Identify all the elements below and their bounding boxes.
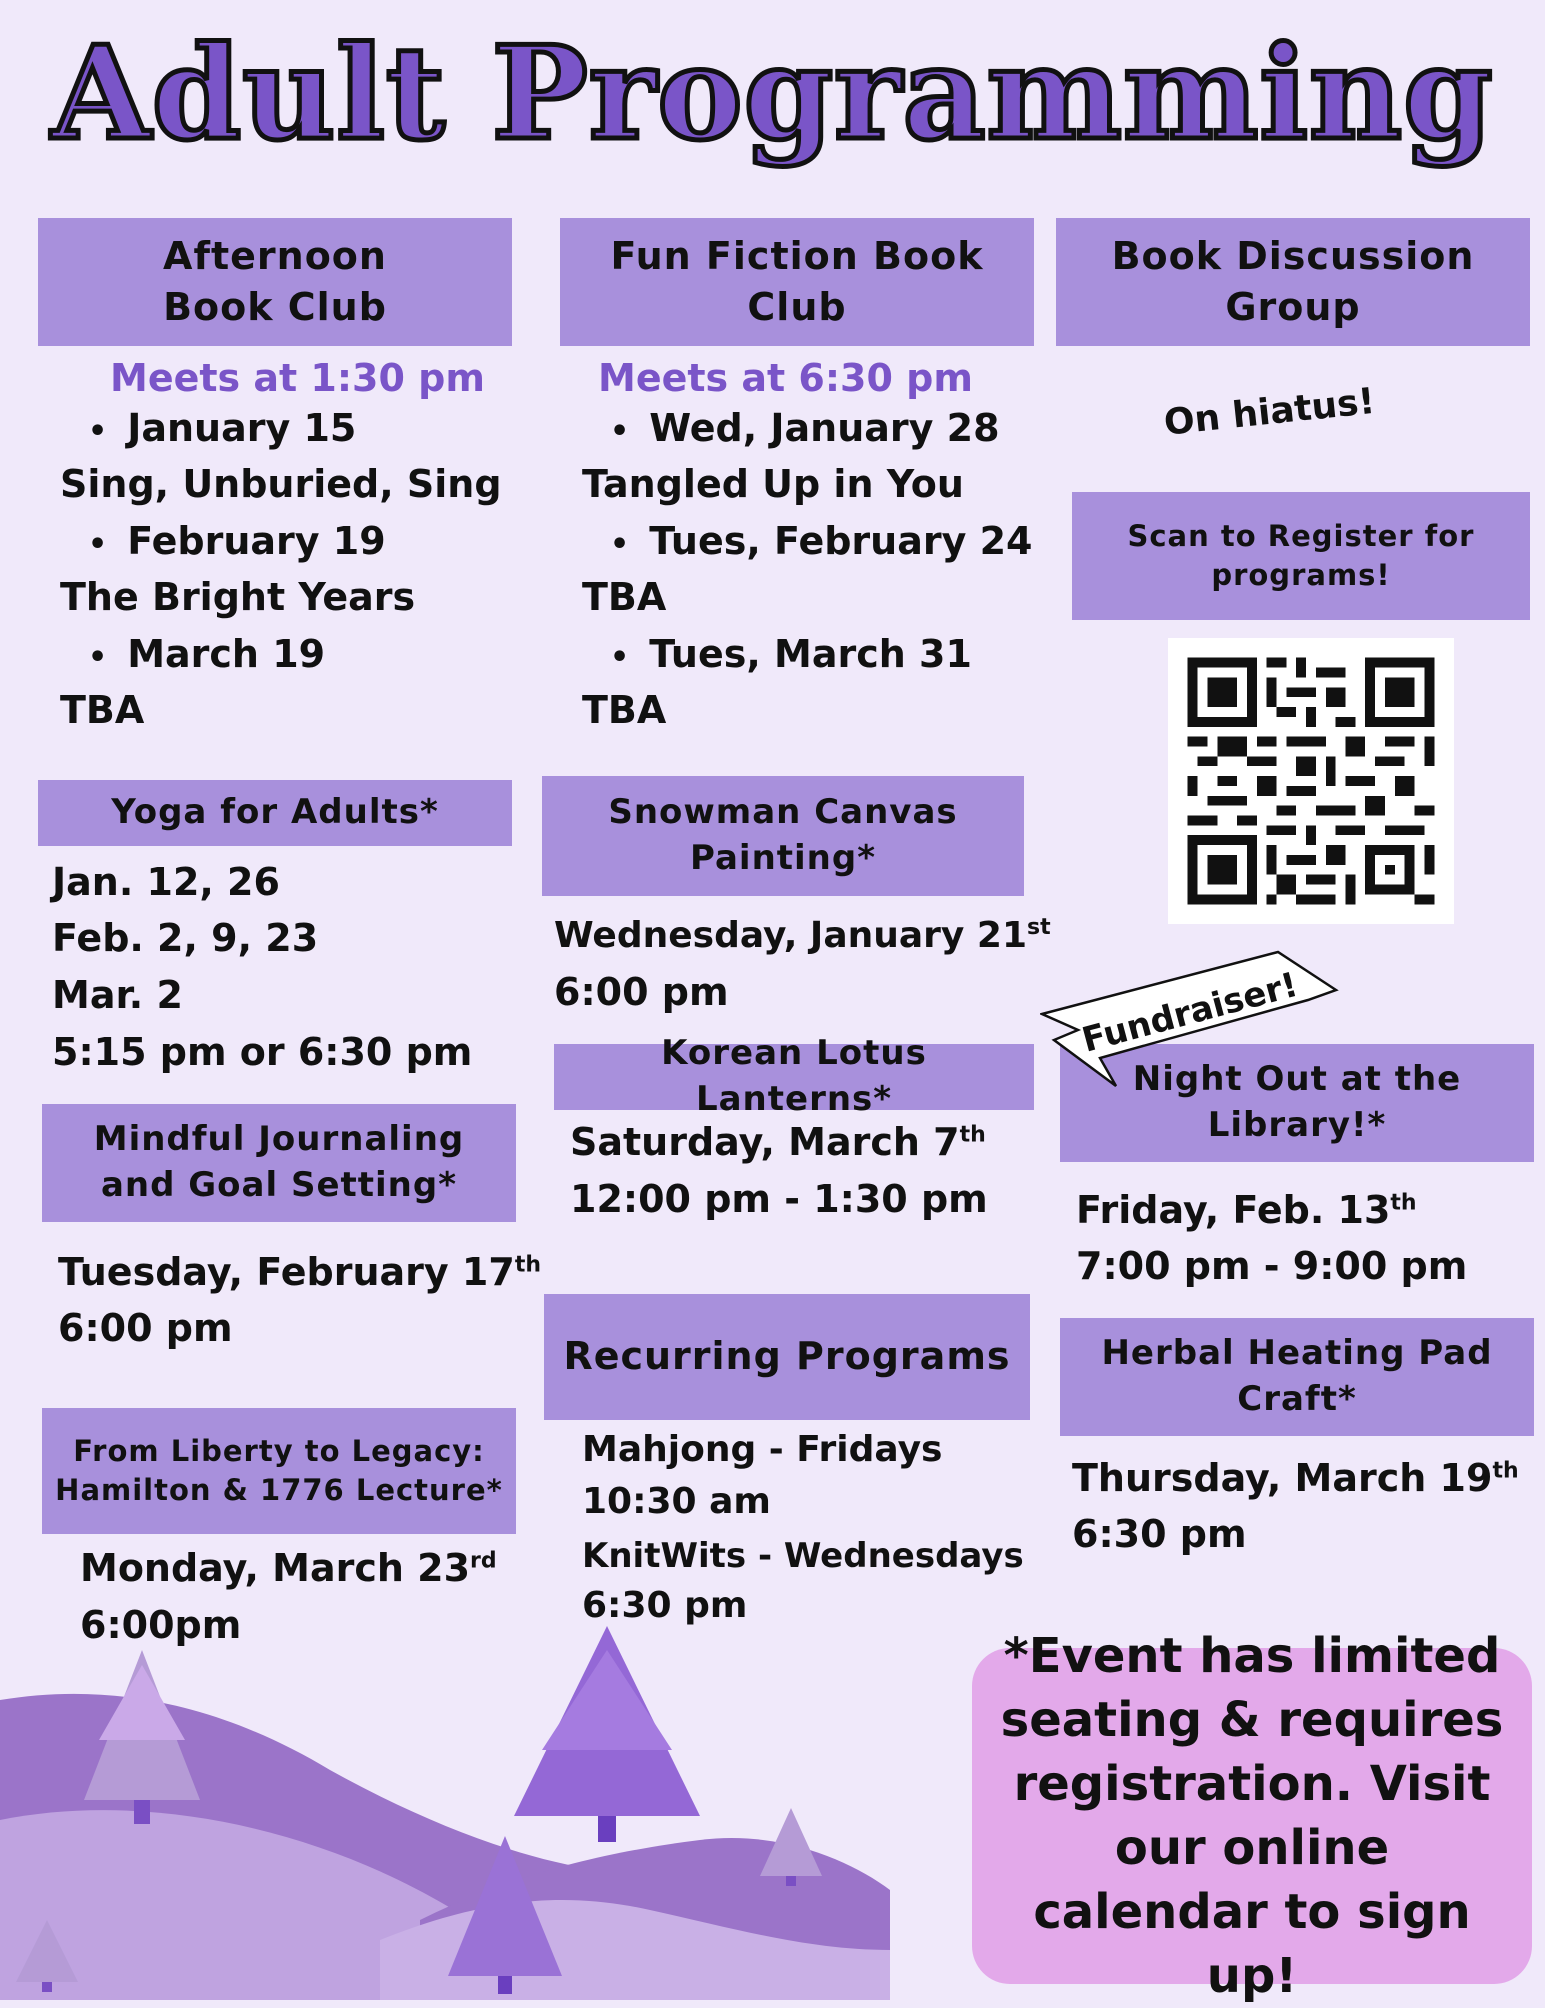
fundraiser-banner-text: Fundraiser! xyxy=(1077,964,1303,1061)
yoga-schedule-line: Jan. 12, 26 xyxy=(52,860,280,904)
journaling-header: Mindful Journaling and Goal Setting* xyxy=(42,1104,516,1222)
yoga-header: Yoga for Adults* xyxy=(38,780,512,846)
afternoon-book-club-header: Afternoon Book Club xyxy=(38,218,512,346)
fun-fiction-session-book: TBA xyxy=(582,575,667,619)
herbal-heating-pad-header: Herbal Heating Pad Craft* xyxy=(1060,1318,1534,1436)
fun-fiction-session-date: • Tues, March 31 xyxy=(582,626,972,686)
night-out-header: Night Out at the Library!* xyxy=(1060,1044,1534,1162)
afternoon-session-book: TBA xyxy=(60,688,145,732)
snowman-time: 6:00 pm xyxy=(554,970,729,1014)
scan-to-register-header: Scan to Register for programs! xyxy=(1072,492,1530,620)
korean-lanterns-header: Korean Lotus Lanterns* xyxy=(554,1044,1034,1110)
afternoon-meets-time: Meets at 1:30 pm xyxy=(110,356,485,400)
afternoon-session-date: • February 19 xyxy=(60,513,386,573)
night-out-time: 7:00 pm - 9:00 pm xyxy=(1076,1244,1468,1288)
korean-time: 12:00 pm - 1:30 pm xyxy=(570,1177,988,1221)
afternoon-session-date: • March 19 xyxy=(60,626,325,686)
afternoon-session-book: The Bright Years xyxy=(60,575,416,619)
yoga-schedule-line: Feb. 2, 9, 23 xyxy=(52,916,319,960)
tree-icon xyxy=(84,1650,200,1824)
book-discussion-group-header: Book Discussion Group xyxy=(1056,218,1530,346)
fun-fiction-session-date: • Wed, January 28 xyxy=(582,400,1000,460)
fun-fiction-session-book: TBA xyxy=(582,688,667,732)
fundraiser-banner xyxy=(1040,950,1340,1090)
snowman-painting-header: Snowman Canvas Painting* xyxy=(542,776,1024,896)
yoga-schedule-line: 5:15 pm or 6:30 pm xyxy=(52,1030,473,1074)
recurring-programs-header: Recurring Programs xyxy=(544,1294,1030,1420)
snowman-date: Wednesday, January 21st xyxy=(554,915,1051,956)
journaling-date: Tuesday, February 17th xyxy=(58,1250,541,1294)
winter-hills-illustration xyxy=(0,1620,890,2000)
journaling-time: 6:00 pm xyxy=(58,1306,233,1350)
fun-fiction-session-book: Tangled Up in You xyxy=(582,462,964,506)
liberty-date: Monday, March 23rd xyxy=(80,1546,497,1590)
fun-fiction-session-date: • Tues, February 24 xyxy=(582,513,1033,573)
night-out-date: Friday, Feb. 13th xyxy=(1076,1188,1417,1232)
fun-fiction-book-club-header: Fun Fiction Book Club xyxy=(560,218,1034,346)
korean-date: Saturday, March 7th xyxy=(570,1120,986,1164)
tree-icon xyxy=(514,1626,700,1842)
herbal-date: Thursday, March 19th xyxy=(1072,1456,1519,1500)
recurring-item-time: 10:30 am xyxy=(582,1481,771,1522)
qr-code-icon[interactable] xyxy=(1168,638,1454,924)
recurring-item-name: Mahjong - Fridays xyxy=(582,1429,943,1470)
liberty-lecture-header: From Liberty to Legacy: Hamilton & 1776 Lecture* xyxy=(42,1408,516,1534)
liberty-time: 6:00pm xyxy=(80,1603,242,1647)
herbal-time: 6:30 pm xyxy=(1072,1512,1247,1556)
on-hiatus-text: On hiatus! xyxy=(1162,380,1377,444)
recurring-item-time: 6:30 pm xyxy=(582,1585,748,1626)
fun-fiction-meets-time: Meets at 6:30 pm xyxy=(598,356,973,400)
afternoon-session-date: • January 15 xyxy=(60,400,356,460)
afternoon-session-book: Sing, Unburied, Sing xyxy=(60,462,502,506)
registration-note: *Event has limited seating & requires registration. Visit our online calendar to sign up! xyxy=(972,1648,1532,1984)
yoga-schedule-line: Mar. 2 xyxy=(52,973,183,1017)
recurring-item-name: KnitWits - Wednesdays xyxy=(582,1536,1024,1576)
page-title: Adult Programming xyxy=(51,19,1494,169)
